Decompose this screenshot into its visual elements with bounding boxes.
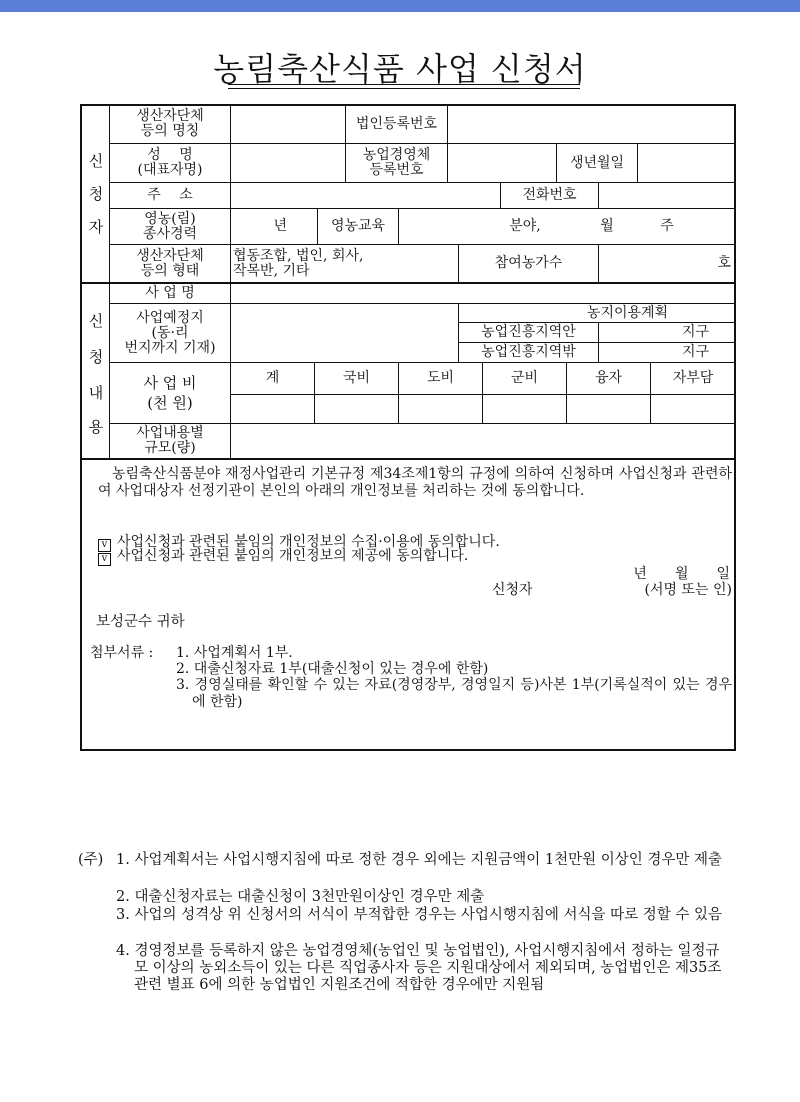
content-side-char-1: 신	[88, 312, 104, 330]
section-line	[80, 458, 736, 460]
group-type-label: 생산자단체 등의 형태	[136, 247, 204, 279]
row-line	[230, 394, 736, 395]
scale-field[interactable]	[231, 424, 735, 458]
note-4: 4. 경영정보를 등록하지 않은 농업경영체(농업인 및 농업법인), 사업시행지침에서 정하는 일정규모 이상의 농외소득이 있는 다른 직업종사자 등은 지원대상에서 제외되며, 농업법인은 제35조 관련 별표 6에 의한 농업법인 지원조건에 적합한 경우에만 지원됨	[116, 943, 722, 993]
address-field[interactable]	[231, 183, 500, 208]
form-title: 농림축산식품 사업 신청서	[213, 50, 587, 88]
zone-out-district: 지구	[681, 344, 709, 360]
title-underline	[228, 84, 580, 85]
group-name-label: 생산자단체 등의 명칭	[136, 108, 204, 139]
phone-field[interactable]	[599, 183, 735, 208]
col-line	[398, 208, 399, 244]
date-line: 년 월 일	[633, 566, 730, 582]
career-years: 년	[273, 218, 287, 234]
notes-prefix: (주)	[78, 852, 104, 868]
content-side-char-3: 내	[88, 384, 104, 402]
address-label: 주 소	[147, 187, 193, 203]
cost-header-province: 도비	[426, 370, 455, 386]
farm-reg-label: 농업경영체 등록번호	[362, 147, 431, 178]
consent-item-1-text: 사업신청과 관련된 붙임의 개인정보의 수집·이용에 동의합니다.	[117, 534, 500, 550]
consent-item-2-text: 사업신청과 관련된 붙임의 개인정보의 제공에 동의합니다.	[117, 548, 469, 564]
note-1: 1. 사업계획서는 사업시행지침에 따로 정한 경우 외에는 지원금액이 1천만원 이상인 경우만 제출	[116, 852, 723, 868]
attachment-2: 2. 대출신청자료 1부(대출신청이 있는 경우에 한함)	[176, 661, 489, 677]
addressee: 보성군수 귀하	[96, 614, 185, 630]
cost-header-self: 자부담	[672, 370, 714, 386]
consent-paragraph: 농림축산식품분야 재정사업관리 기본규정 제34조제1항의 규정에 의하여 신청하며 사업신청과 관련하여 사업대상자 선정기관이 본인의 아래의 개인정보를 처리하는 것에 동의합니다.	[98, 466, 732, 499]
corp-reg-label: 법인등록번호	[355, 115, 438, 132]
title-underline-double	[228, 88, 580, 89]
members-label: 참여농가수	[494, 255, 563, 271]
career-label: 영농(림) 종사경력	[142, 210, 198, 242]
cost-header-loan: 융자	[594, 370, 623, 386]
project-name-field[interactable]	[231, 283, 735, 303]
representative-name-field[interactable]	[231, 144, 345, 182]
project-name-label: 사 업 명	[145, 284, 195, 301]
consent-checkbox-2[interactable]: v	[98, 553, 111, 566]
land-use-label: 농지이용계획	[586, 304, 669, 321]
applicant-side-char-2: 청	[88, 185, 104, 203]
cost-header-national: 국비	[342, 370, 371, 386]
attachments-label: 첨부서류 :	[90, 645, 154, 661]
scale-label: 사업내용별 규모(량)	[136, 425, 204, 456]
education-week-unit: 주	[660, 218, 674, 234]
content-side-char-4: 용	[88, 418, 104, 436]
note-2: 2. 대출신청자료는 대출신청이 3천만원이상인 경우만 제출	[116, 889, 485, 905]
corp-reg-field[interactable]	[448, 105, 735, 143]
zone-in-district: 지구	[681, 324, 709, 340]
phone-label: 전화번호	[522, 187, 577, 203]
note-3: 3. 사업의 성격상 위 신청서의 서식이 부적합한 경우는 사업시행지침에 서식을 따로 정할 수 있음	[116, 907, 723, 923]
household-unit: 호	[717, 255, 731, 271]
group-name-field[interactable]	[231, 105, 345, 143]
group-type-options: 협동조합, 법인, 회사, 작목반, 기타	[233, 247, 364, 279]
sign-label: (서명 또는 인)	[644, 582, 732, 598]
cost-header-county: 군비	[510, 370, 539, 386]
education-label: 영농교육	[330, 218, 386, 234]
education-field-unit: 분야,	[509, 218, 541, 234]
applicant-label: 신청자	[492, 582, 533, 598]
top-accent-bar	[0, 0, 800, 12]
farm-reg-field[interactable]	[448, 144, 556, 182]
zone-out-label: 농업진흥지역밖	[481, 344, 576, 360]
attachment-1: 1. 사업계획서 1부.	[176, 645, 293, 661]
cost-label: 사 업 비 (천 원)	[143, 374, 197, 412]
birth-date-label: 생년월일	[569, 154, 625, 171]
site-field[interactable]	[231, 304, 458, 362]
site-label: 사업예정지 (동·리 번지까지 기재)	[124, 309, 216, 356]
birth-date-field[interactable]	[638, 144, 735, 182]
consent-item-2	[98, 548, 732, 566]
attachment-3: 3. 경영실태를 확인할 수 있는 자료(경영장부, 경영일지 등)사본 1부(기록실적이 있는 경우에 한함)	[176, 677, 732, 710]
education-month-unit: 월	[600, 218, 614, 234]
applicant-side-char-1: 신	[88, 152, 104, 170]
representative-name-label: 성 명 (대표자명)	[137, 147, 203, 178]
applicant-side-char-3: 자	[88, 218, 104, 236]
consent-checkbox-1[interactable]: v	[98, 539, 111, 552]
zone-in-label: 농업진흥지역안	[481, 324, 576, 340]
cost-header-total: 계	[265, 370, 280, 386]
content-side-char-2: 청	[88, 348, 104, 366]
